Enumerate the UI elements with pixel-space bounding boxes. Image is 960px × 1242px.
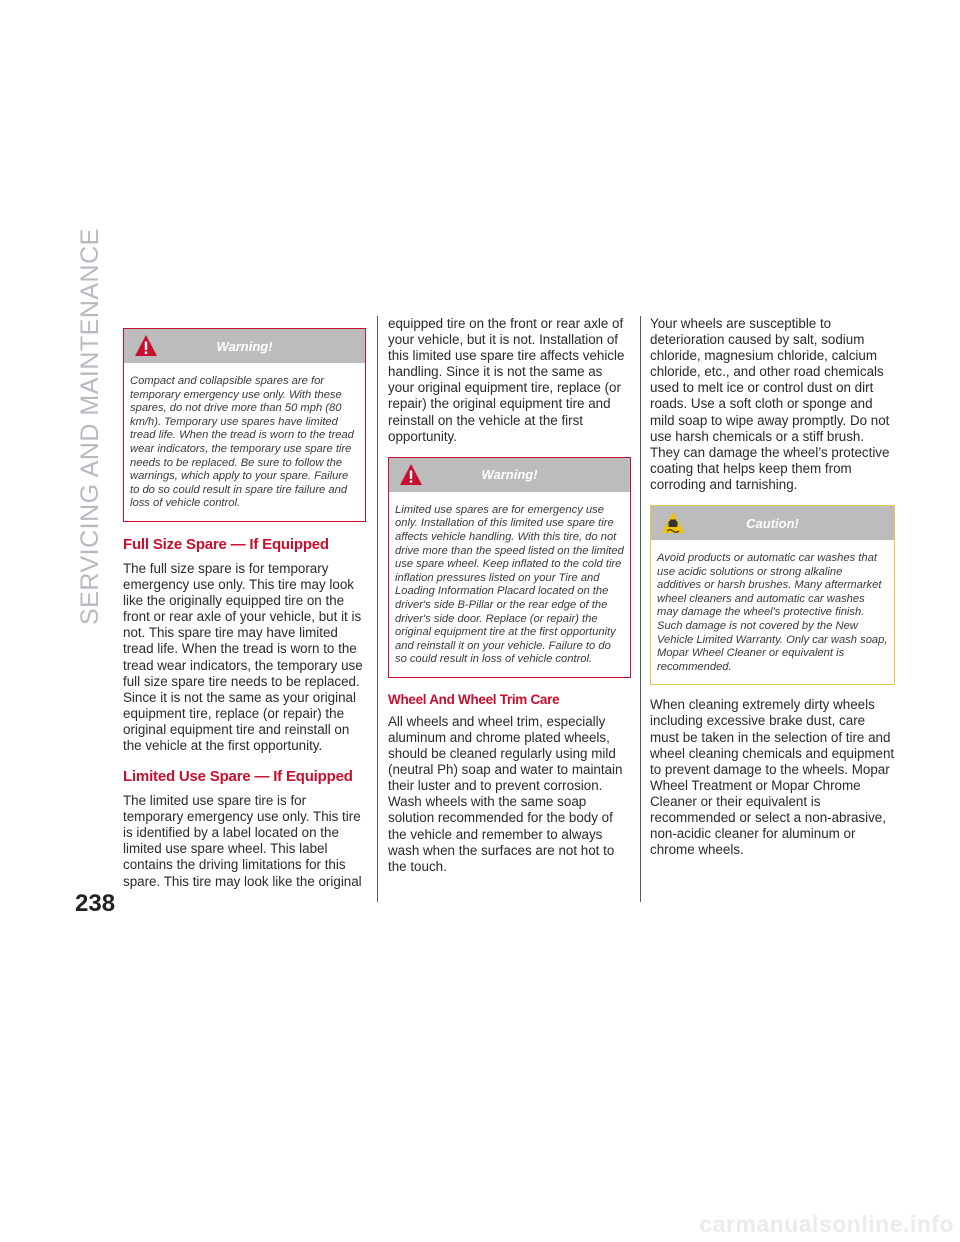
warning-text: Compact and collapsible spares are for temporary emergency use only. With these spares, do not drive more than 50 mph (80 km/h). Temporary use spares have limited tread life. When the tread is worn to the tread wear indicators, the temporary use spare tire needs to be replaced. Be sure to follow the warnings, which apply to your spare. Failure to do so could result in spare tire failure and loss of vehicle control. <box>130 375 354 510</box>
warning-label: Warning! <box>216 338 273 354</box>
car-skid-caution-icon <box>661 511 685 535</box>
column-2 <box>388 316 631 875</box>
paragraph-wheel-deterioration: Your wheels are susceptible to deterioration caused by salt, sodium chloride, magnesium chloride, calcium chloride, etc., and other road chemicals used to melt ice or control dust on dirt roads. Use a soft cloth or sponge and mild soap to wipe away promptly. Do not use harsh chemicals or a stiff brush. They can damage the wheel’s protective coating that helps keep them from corroding and tarnishing. <box>650 316 890 492</box>
caution-text: Avoid products or automatic car washes that use acidic solutions or strong alkaline additives or harsh brushes. Many aftermarket wheel cleaners and automatic car washes may damage the wheel's protective finish. Such damage is not covered by the New Vehicle Limited Warranty. Only car wash soap, Mopar Wheel Cleaner or equivalent is recommended. <box>657 552 888 673</box>
column-divider <box>377 316 378 902</box>
paragraph-wheel-care: All wheels and wheel trim, especially aluminum and chrome plated wheels, should be cleaned regularly using mild (neutral Ph) soap and water to maintain their luster and to prevent corrosion. Wash wheels with the same soap solution recommended for the body of the vehicle and remember to always wash when the surfaces are not hot to the touch. <box>388 713 623 874</box>
caution-box-car-washes <box>650 505 895 685</box>
warning-label: Warning! <box>481 467 538 483</box>
paragraph-cleaning-dirty-wheels: When cleaning extremely dirty wheels including excessive brake dust, care must be taken in the selection of tire and wheel cleaning chemicals and equipment to prevent damage to the wheels. Mopar Wheel Treatment or Mopar Chrome Cleaner or their equivalent is recommended or select a non-abrasive, non-acidic cleaner for aluminum or chrome wheels. <box>650 697 895 858</box>
warning-triangle-icon <box>399 463 423 487</box>
heading-full-size-spare: Full Size Spare — If Equipped <box>123 535 329 553</box>
paragraph-limited-use-continued: equipped tire on the front or rear axle of your vehicle, but it is not. Installation of this limited use spare tire affects vehicle handling. Since it is not the same as your original equipment tire, replace (or repair) the original equipment tire and reinstall on the vehicle at the first opportunity. <box>388 316 625 444</box>
caution-box-header <box>651 506 894 540</box>
warning-box-header <box>389 458 630 492</box>
warning-text: Limited use spares are for emergency use only. Installation of this limited use spare tire affects vehicle handling. With this tire, do not drive more than the speed listed on the limited use spare wheel. Keep inflated to the cold tire inflation pressures listed on your Tire and Loading Information Placard located on the driver's side B-Pillar or the rear edge of the driver's side door. Replace (or repair) the original equipment tire at the first opportunity and reinstall it on your vehicle. Failure to do so could result in loss of vehicle control. <box>395 503 624 666</box>
warning-box-header <box>124 329 365 363</box>
heading-wheel-care: Wheel And Wheel Trim Care <box>388 691 560 707</box>
warning-box-compact-spare <box>123 328 366 522</box>
heading-limited-use-spare: Limited Use Spare — If Equipped <box>123 768 353 786</box>
column-divider <box>640 316 641 902</box>
paragraph-limited-use-spare: The limited use spare tire is for temporary emergency use only. This tire is identified by a label located on the limited use spare wheel. This label contains the driving limitations for this spare. This tire may look like the original <box>123 793 362 889</box>
paragraph-full-size-spare: The full size spare is for temporary emergency use only. This tire may look like the originally equipped tire on the front or rear axle of your vehicle, but it is not. This spare tire may have limited tread life. When the tread is worn to the tread wear indicators, the temporary use full size spare tire needs to be replaced. Since it is not the same as your original equipment tire, replace (or repair) the original equipment tire and reinstall on the vehicle at the first opportunity. <box>123 560 363 753</box>
warning-triangle-icon <box>134 334 158 358</box>
page-number: 238 <box>75 890 116 917</box>
column-3 <box>650 316 895 858</box>
warning-box-limited-spare <box>388 457 631 678</box>
watermark: carmanualsonline.info <box>699 1211 954 1237</box>
column-1 <box>123 316 366 890</box>
caution-label: Caution! <box>746 515 799 531</box>
section-side-title: SERVICING AND MAINTENANCE <box>76 228 104 625</box>
